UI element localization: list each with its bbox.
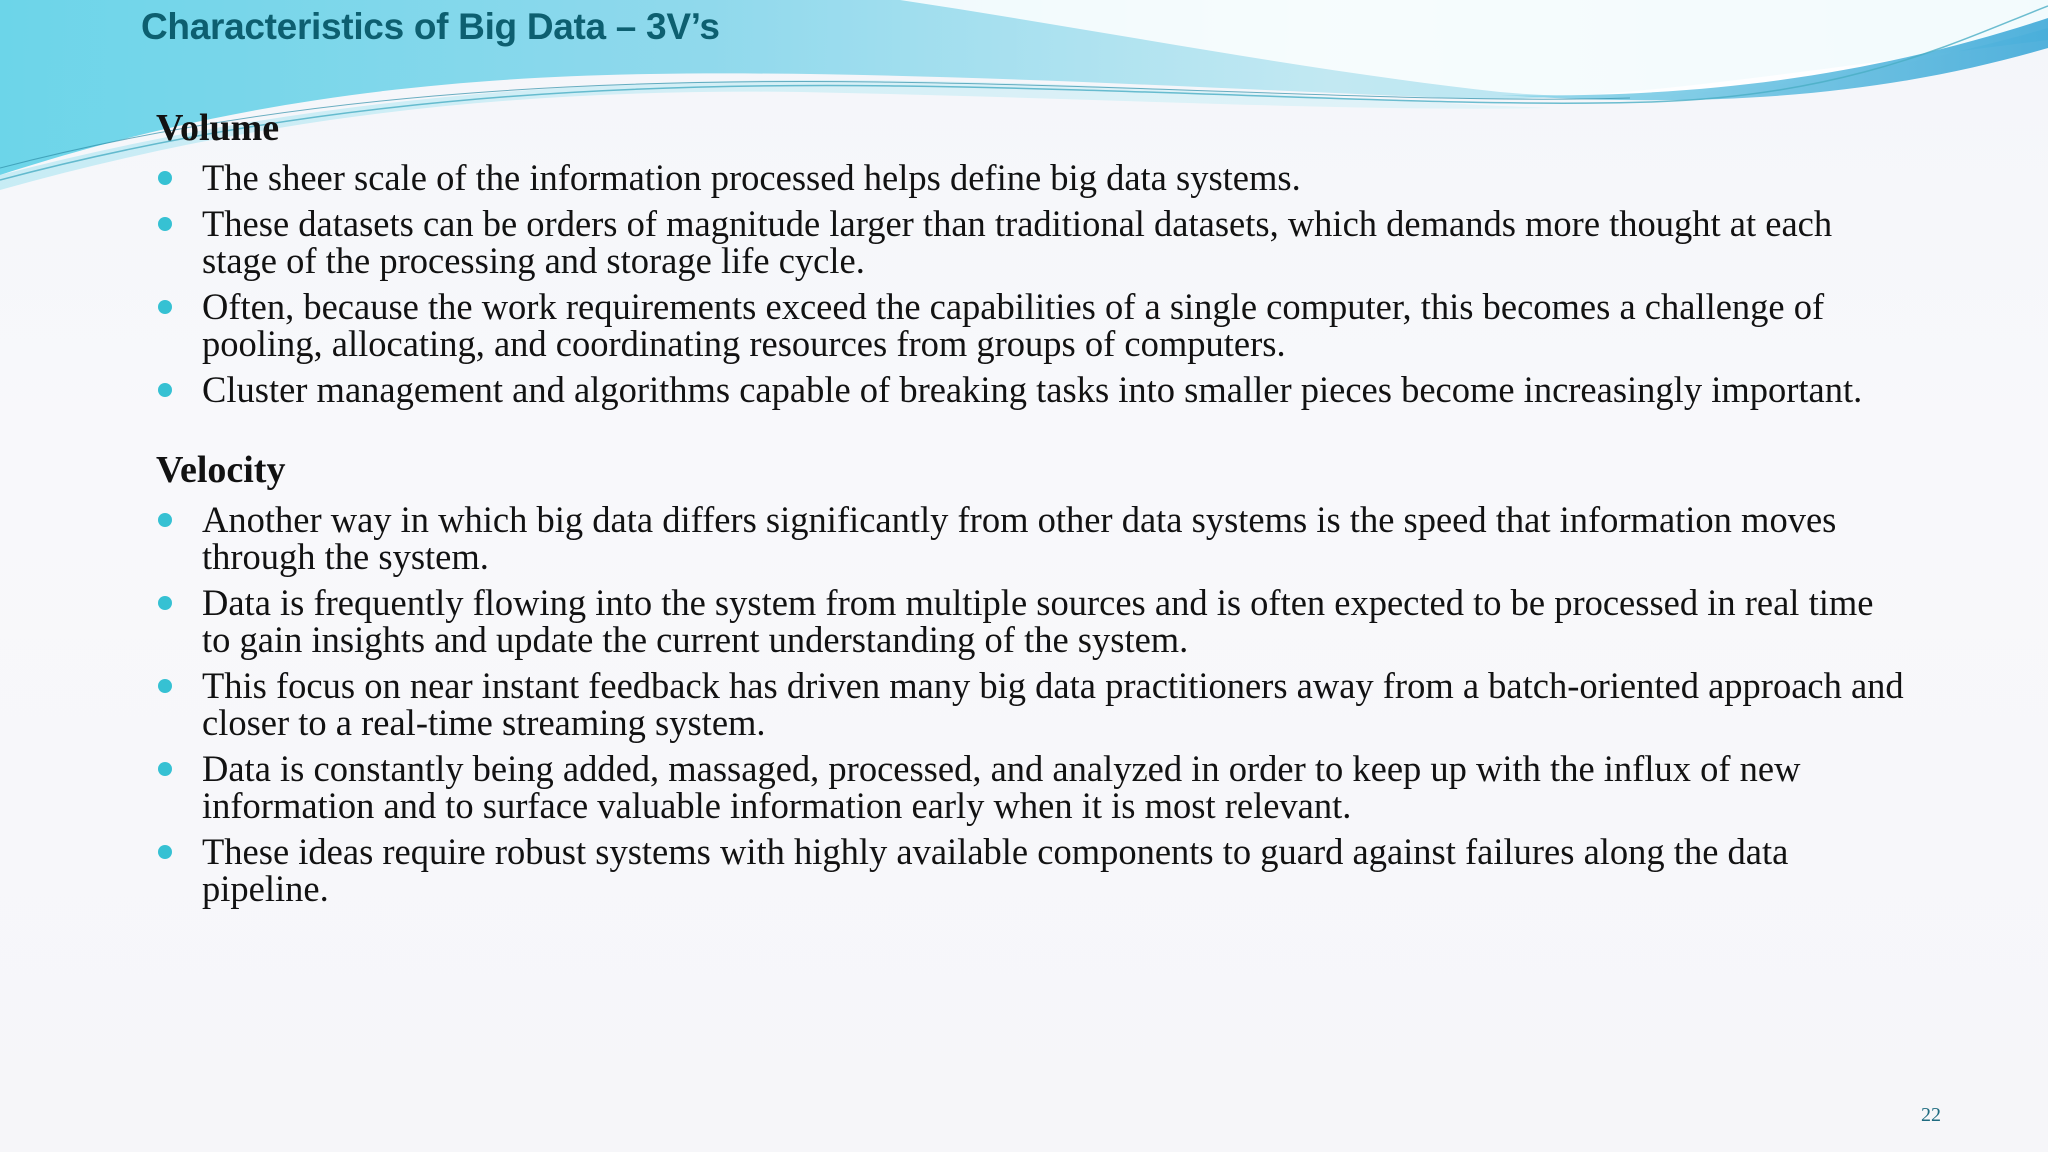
list-item-text: Data is frequently flowing into the system from multiple sources and is often expected to be processed in real time to gain insights and update the current understanding of the system. <box>202 582 1874 660</box>
list-item <box>156 205 1906 279</box>
bullet-dot-icon <box>158 596 172 610</box>
list-item <box>156 501 1906 575</box>
list-item-text: Cluster management and algorithms capable of breaking tasks into smaller pieces become increasingly important. <box>202 369 1863 410</box>
bullet-dot-icon <box>158 679 172 693</box>
slide-content <box>156 106 1906 907</box>
list-item <box>156 833 1906 907</box>
list-item-text: These ideas require robust systems with highly available components to guard against failures along the data pipeline. <box>202 831 1789 909</box>
velocity-bullet-list <box>156 501 1906 907</box>
list-item-text: These datasets can be orders of magnitude larger than traditional datasets, which demands more thought at each stage of the processing and storage life cycle. <box>202 203 1833 281</box>
bullet-dot-icon <box>158 383 172 397</box>
page-number: 22 <box>1921 1104 1941 1126</box>
list-item-text: Data is constantly being added, massaged, processed, and analyzed in order to keep up with the influx of new information and to surface valuable information early when it is most relevant. <box>202 748 1801 826</box>
list-item-text: Often, because the work requirements exceed the capabilities of a single computer, this becomes a challenge of pooling, allocating, and coordinating resources from groups of computers. <box>202 286 1825 364</box>
list-item <box>156 584 1906 658</box>
bullet-dot-icon <box>158 171 172 185</box>
list-item-text: Another way in which big data differs significantly from other data systems is the speed that information moves through the system. <box>202 499 1837 577</box>
list-item <box>156 371 1906 408</box>
section-heading-velocity: Velocity <box>156 449 286 491</box>
volume-bullet-list <box>156 159 1906 408</box>
section-heading-volume: Volume <box>156 107 280 149</box>
slide-title: Characteristics of Big Data – 3V’s <box>141 6 720 47</box>
bullet-dot-icon <box>158 513 172 527</box>
bullet-dot-icon <box>158 762 172 776</box>
list-item-text: The sheer scale of the information processed helps define big data systems. <box>202 157 1301 198</box>
list-item <box>156 667 1906 741</box>
list-item <box>156 288 1906 362</box>
list-item <box>156 750 1906 824</box>
list-item-text: This focus on near instant feedback has driven many big data practitioners away from a batch-oriented approach and closer to a real-time streaming system. <box>202 665 1904 743</box>
bullet-dot-icon <box>158 300 172 314</box>
bullet-dot-icon <box>158 845 172 859</box>
bullet-dot-icon <box>158 217 172 231</box>
list-item <box>156 159 1906 196</box>
